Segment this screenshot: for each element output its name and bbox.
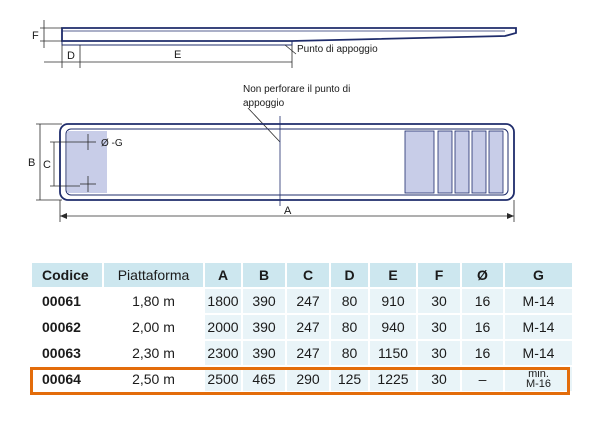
slat-5 — [489, 131, 503, 193]
note-leader — [248, 108, 280, 142]
spec-table — [32, 263, 574, 391]
cell-o: 16 — [462, 313, 505, 339]
header-o: Ø — [462, 263, 505, 287]
dim-label-e: E — [174, 49, 182, 61]
slat-4 — [472, 131, 486, 193]
table-row — [32, 287, 574, 313]
note-line-2: appoggio — [243, 98, 285, 109]
cell-piattaforma: 2,50 m — [104, 365, 205, 391]
cell-e: 1225 — [370, 365, 418, 391]
header-piattaforma: Piattaforma — [104, 263, 205, 287]
cell-piattaforma: 2,00 m — [104, 313, 205, 339]
cell-d: 80 — [331, 313, 370, 339]
cell-f: 30 — [418, 313, 462, 339]
dim-label-b: B — [28, 157, 36, 169]
slat-2 — [438, 131, 452, 193]
support-point-label: Punto di appoggio — [297, 44, 378, 55]
note-line-1: Non perforare il punto di — [243, 84, 351, 95]
cell-c: 290 — [287, 365, 331, 391]
cell-f: 30 — [418, 365, 462, 391]
cell-b: 465 — [243, 365, 287, 391]
cell-g: M-14 — [505, 313, 574, 339]
dim-label-a: A — [284, 205, 292, 217]
side-profile — [62, 28, 516, 41]
side-view — [32, 20, 516, 68]
cell-a: 1800 — [205, 287, 243, 313]
cell-o: – — [462, 365, 505, 391]
cell-f: 30 — [418, 287, 462, 313]
dim-label-d: D — [67, 50, 75, 62]
header-c: C — [287, 263, 331, 287]
dim-label-c: C — [43, 159, 51, 171]
cell-d: 80 — [331, 339, 370, 365]
cell-c: 247 — [287, 339, 331, 365]
cell-piattaforma: 1,80 m — [104, 287, 205, 313]
cell-o: 16 — [462, 339, 505, 365]
cell-e: 1150 — [370, 339, 418, 365]
cell-d: 125 — [331, 365, 370, 391]
dim-label-f: F — [32, 30, 39, 42]
cell-codice: 00064 — [32, 365, 104, 391]
cell-o: 16 — [462, 287, 505, 313]
cell-c: 247 — [287, 287, 331, 313]
cell-a: 2500 — [205, 365, 243, 391]
cell-g: M-14 — [505, 287, 574, 313]
cell-e: 910 — [370, 287, 418, 313]
cell-b: 390 — [243, 313, 287, 339]
table-row-highlighted — [32, 365, 574, 391]
cell-b: 390 — [243, 339, 287, 365]
header-g: G — [505, 263, 574, 287]
header-f: F — [418, 263, 462, 287]
cell-b: 390 — [243, 287, 287, 313]
cell-c: 247 — [287, 313, 331, 339]
slat-1 — [405, 131, 434, 193]
table-row — [32, 313, 574, 339]
header-b: B — [243, 263, 287, 287]
cell-g-line-2: M-16 — [525, 378, 552, 390]
cell-codice: 00061 — [32, 287, 104, 313]
header-a: A — [205, 263, 243, 287]
cell-a: 2300 — [205, 339, 243, 365]
cell-g-line-1: min. — [528, 368, 549, 380]
cell-codice: 00063 — [32, 339, 104, 365]
cell-e: 940 — [370, 313, 418, 339]
cell-f: 30 — [418, 339, 462, 365]
cell-d: 80 — [331, 287, 370, 313]
slat-3 — [455, 131, 469, 193]
table-header-row — [32, 263, 574, 287]
cell-g: M-14 — [505, 339, 574, 365]
hole-label: Ø -G — [101, 138, 123, 149]
header-codice: Codice — [32, 263, 104, 287]
header-d: D — [331, 263, 370, 287]
cell-a: 2000 — [205, 313, 243, 339]
header-e: E — [370, 263, 418, 287]
table-row — [32, 339, 574, 365]
cell-g — [505, 365, 574, 391]
cell-codice: 00062 — [32, 313, 104, 339]
cell-piattaforma: 2,30 m — [104, 339, 205, 365]
